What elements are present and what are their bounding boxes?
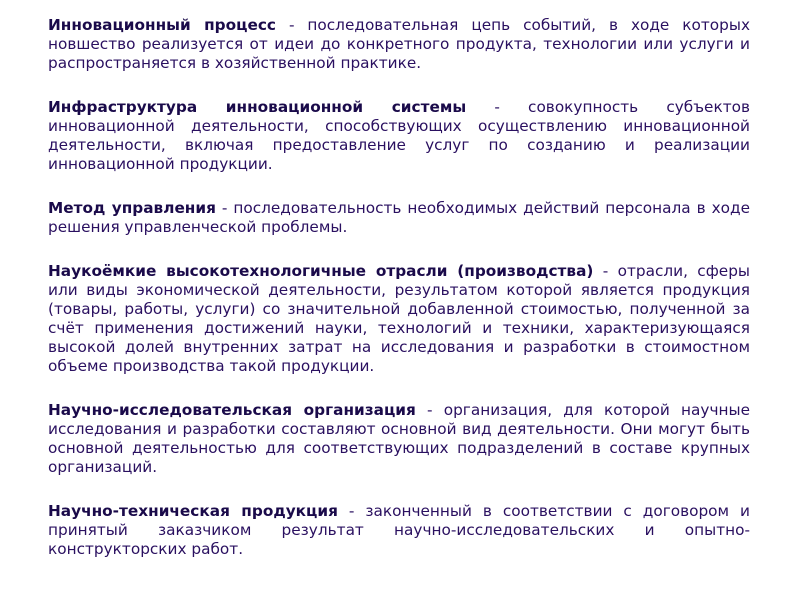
definition-high-tech-industries: - отрасли, сферы или виды экономической деятельности, результатом которой является продукция (товары, работы, услуги) со значительной добавленной стоимостью, полученной за счёт применения достижений науки, технологий и техники, характеризующаяся высокой долей внутренних затрат на исследования и разработки в стоимостном объеме производства такой продукции. [48,262,750,375]
term-research-organization: Научно-исследовательская организация [48,401,416,419]
definition-entry-scientific-products [48,502,750,559]
term-innovation-process: Инновационный процесс [48,16,276,34]
definition-research-organization: - организация, для которой научные исследования и разработки составляют основной вид деятельности. Они могут быть основной деятельностью для соответствующих подразделений в составе крупных организаций. [48,401,750,476]
definition-entry-research-organization [48,401,750,477]
definition-infrastructure: - совокупность субъектов инновационной деятельности, способствующих осуществлению инновационной деятельности, включая предоставление услуг по созданию и реализации инновационной продукции. [48,98,750,173]
definition-scientific-products: - законченный в соответствии с договором и принятый заказчиком результат научно-исследовательских и опытно-конструкторских работ. [48,502,750,558]
definition-entry-innovation-process [48,16,750,73]
definition-entry-infrastructure [48,98,750,174]
term-high-tech-industries: Наукоёмкие высокотехнологичные отрасли (производства) [48,262,594,280]
term-infrastructure: Инфраструктура инновационной системы [48,98,467,116]
term-management-method: Метод управления [48,199,216,217]
term-scientific-products: Научно-техническая продукция [48,502,338,520]
definition-entry-high-tech-industries [48,262,750,376]
definitions-slide [48,16,750,559]
definition-entry-management-method [48,199,750,237]
definition-management-method: - последовательность необходимых действий персонала в ходе решения управленческой проблемы. [48,199,750,236]
definition-innovation-process: - последовательная цепь событий, в ходе которых новшество реализуется от идеи до конкретного продукта, технологии или услуги и распространяется в хозяйственной практике. [48,16,750,72]
